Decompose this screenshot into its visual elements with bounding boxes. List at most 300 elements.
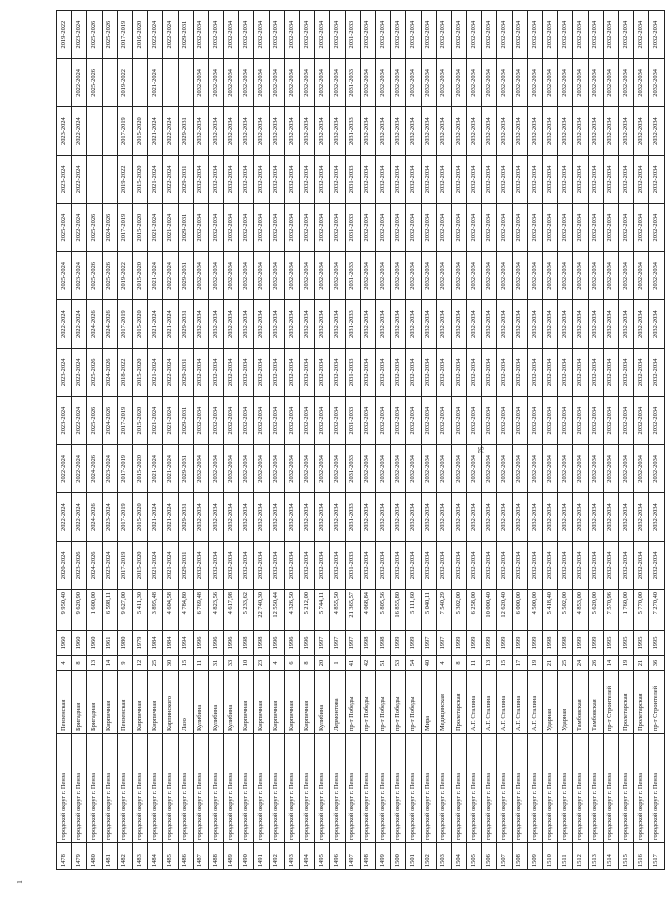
table-cell: 2032-2034	[649, 204, 664, 252]
table-cell: 1997	[330, 631, 345, 656]
table-cell: 4	[269, 656, 284, 671]
table-cell: пр-т Строителей	[649, 671, 664, 734]
table-cell: 2022-2024	[72, 107, 87, 155]
table-cell: 2032-2034	[512, 107, 527, 155]
table-cell: 2032-2034	[193, 107, 208, 155]
table-cell: 2032-2034	[603, 493, 618, 541]
table-cell: 2032-2034	[451, 541, 466, 589]
table-cell: 2032-2034	[254, 348, 269, 396]
table-cell: 2020-2024	[57, 541, 72, 589]
table-cell: 2032-2034	[497, 445, 512, 493]
table-cell: Кирпичная	[132, 671, 147, 734]
table-cell: 2032-2034	[193, 252, 208, 300]
table-cell: 1995	[603, 631, 618, 656]
table-cell: городской округ г. Пенза	[482, 734, 497, 843]
table-cell: 30	[163, 656, 178, 671]
table-cell: 2032-2034	[573, 11, 588, 59]
table-cell: 2025-2024	[57, 252, 72, 300]
table-cell: 2021-2024	[148, 204, 163, 252]
table-cell: 1481	[102, 843, 117, 870]
table-cell: 2032-2034	[391, 59, 406, 107]
table-cell: А.Г. Сталина	[497, 671, 512, 734]
table-cell: 1960	[87, 631, 102, 656]
table-cell: 2032-2034	[588, 155, 603, 203]
table-cell: 2032-2034	[603, 155, 618, 203]
bottom-mark: 1	[15, 880, 24, 884]
table-cell: городской округ г. Пенза	[178, 734, 193, 843]
table-cell: 4 604,58	[163, 590, 178, 631]
table-cell: 2032-2034	[315, 300, 330, 348]
table-cell: 4 068,84	[360, 590, 375, 631]
table-cell: 7 570,96	[603, 590, 618, 631]
table-cell: 2031-2033	[345, 397, 360, 445]
table-cell: 5 418,40	[543, 590, 558, 631]
table-cell: 1490	[239, 843, 254, 870]
table-cell: 14	[603, 656, 618, 671]
table-cell: 2032-2034	[375, 11, 390, 59]
table-cell: 2021-2024	[163, 541, 178, 589]
table-cell: городской округ г. Пенза	[300, 734, 315, 843]
table-cell: 2032-2034	[269, 252, 284, 300]
table-cell: 2032-2034	[558, 155, 573, 203]
table-cell: 2029-2031	[178, 155, 193, 203]
table-cell: 2032-2034	[391, 204, 406, 252]
table-cell: 1514	[603, 843, 618, 870]
table-cell: 6 000,00	[512, 590, 527, 631]
table-cell: 40	[421, 656, 436, 671]
table-cell: 2032-2034	[330, 493, 345, 541]
table-cell: 5 233,62	[239, 590, 254, 631]
table-cell: городской округ г. Пенза	[360, 734, 375, 843]
table-cell	[87, 155, 102, 203]
table-cell: 1997	[421, 631, 436, 656]
table-cell: 2032-2034	[618, 541, 633, 589]
table-cell: 2032-2034	[527, 541, 542, 589]
table-cell: 2025-2026	[87, 11, 102, 59]
table-cell: 2021-2024	[148, 493, 163, 541]
table-cell: 2032-2034	[406, 11, 421, 59]
table-cell: 2031-2033	[345, 155, 360, 203]
table-row	[132, 11, 147, 870]
table-cell: 2032-2034	[330, 541, 345, 589]
table-cell: Кирпичная	[254, 671, 269, 734]
table-cell: 2032-2034	[391, 541, 406, 589]
table-cell: 2032-2034	[421, 348, 436, 396]
table-cell: 1512	[573, 843, 588, 870]
table-cell: 2025-2026	[102, 11, 117, 59]
table-row	[224, 11, 239, 870]
table-cell: 2021-2024	[163, 204, 178, 252]
table-cell: 2032-2034	[269, 155, 284, 203]
table-cell: 2032-2034	[193, 204, 208, 252]
table-cell: 2032-2034	[497, 11, 512, 59]
table-cell: 1499	[375, 843, 390, 870]
table-cell: 2032-2034	[543, 252, 558, 300]
table-cell: 1995	[634, 631, 649, 656]
table-cell: городской округ г. Пенза	[436, 734, 451, 843]
table-cell: 1999	[588, 631, 603, 656]
table-cell: 2032-2034	[254, 541, 269, 589]
table-cell: 2032-2034	[467, 252, 482, 300]
table-cell: 2032-2034	[254, 300, 269, 348]
table-cell: 2029-2031	[178, 300, 193, 348]
table-cell: 2032-2034	[391, 493, 406, 541]
table-cell: 2032-2034	[391, 155, 406, 203]
table-cell: 1998	[375, 631, 390, 656]
table-cell: 5 212,00	[300, 590, 315, 631]
table-cell: 2032-2034	[375, 493, 390, 541]
table-cell: 4 617,98	[224, 590, 239, 631]
table-cell: 2032-2034	[497, 204, 512, 252]
table-cell: 2032-2034	[284, 493, 299, 541]
table-cell: 1492	[269, 843, 284, 870]
table-cell: 1999	[391, 631, 406, 656]
table-cell: городской округ г. Пенза	[193, 734, 208, 843]
table-cell: 1999	[512, 631, 527, 656]
table-cell: 2031-2033	[345, 204, 360, 252]
table-cell: 2032-2034	[284, 252, 299, 300]
table-cell: 2032-2034	[421, 493, 436, 541]
table-cell: 51	[375, 656, 390, 671]
table-cell: 2032-2034	[482, 59, 497, 107]
table-cell: 2019-2022	[117, 252, 132, 300]
table-cell: 2032-2034	[421, 11, 436, 59]
table-cell: 2024-2026	[87, 445, 102, 493]
table-cell: 8	[451, 656, 466, 671]
table-cell: 2032-2034	[634, 445, 649, 493]
table-cell: 2032-2034	[588, 445, 603, 493]
table-cell: 5 744,11	[315, 590, 330, 631]
table-cell: 1517	[649, 843, 664, 870]
table-cell: городской округ г. Пенза	[254, 734, 269, 843]
table-cell: 2032-2034	[391, 252, 406, 300]
table-cell: 2032-2034	[375, 155, 390, 203]
table-cell: 1999	[497, 631, 512, 656]
table-cell: 2032-2034	[527, 11, 542, 59]
table-cell: 2032-2034	[315, 11, 330, 59]
table-cell: 2032-2034	[406, 300, 421, 348]
table-cell: 2032-2034	[451, 493, 466, 541]
table-cell: городской округ г. Пенза	[649, 734, 664, 843]
table-cell: 2032-2034	[315, 445, 330, 493]
table-cell: 2032-2034	[315, 204, 330, 252]
table-cell: 2032-2034	[512, 445, 527, 493]
table-cell: 2032-2034	[603, 59, 618, 107]
table-cell: 2032-2034	[451, 204, 466, 252]
table-cell: 2032-2034	[224, 59, 239, 107]
table-cell: 2032-2034	[649, 348, 664, 396]
table-cell: 2015-2020	[132, 204, 147, 252]
table-cell: 1 760,00	[618, 590, 633, 631]
table-cell: 2032-2034	[391, 107, 406, 155]
table-cell: 2032-2034	[315, 107, 330, 155]
table-cell: 33	[224, 656, 239, 671]
table-cell: 2032-2034	[603, 107, 618, 155]
table-cell: 2022-2024	[148, 11, 163, 59]
table-cell: 2032-2034	[618, 493, 633, 541]
table-cell: 2032-2034	[421, 445, 436, 493]
table-cell: 2032-2034	[543, 59, 558, 107]
table-cell: 2015-2020	[132, 348, 147, 396]
table-cell: 2032-2034	[284, 11, 299, 59]
table-cell: 3 895,48	[148, 590, 163, 631]
table-cell: 1510	[543, 843, 558, 870]
table-cell: 2023-2024	[102, 493, 117, 541]
table-cell: 2032-2034	[208, 348, 223, 396]
table-cell: 1484	[148, 843, 163, 870]
table-cell: 1979	[132, 631, 147, 656]
table-cell: пр-т Победы	[406, 671, 421, 734]
table-cell: 2032-2034	[375, 59, 390, 107]
table-cell: 2032-2034	[300, 541, 315, 589]
table-cell: 2032-2034	[634, 59, 649, 107]
table-cell: 21 365,57	[345, 590, 360, 631]
table-cell: 12	[132, 656, 147, 671]
table-cell: городской округ г. Пенза	[467, 734, 482, 843]
table-cell: 1506	[482, 843, 497, 870]
table-cell: 2021-2024	[148, 348, 163, 396]
table-cell: городской округ г. Пенза	[421, 734, 436, 843]
table-cell: 2032-2034	[300, 155, 315, 203]
table-cell: 2032-2034	[330, 107, 345, 155]
table-row	[649, 11, 664, 870]
table-cell: 1984	[163, 631, 178, 656]
table-cell: 2032-2034	[497, 155, 512, 203]
table-cell: 2032-2034	[588, 348, 603, 396]
table-cell: городской округ г. Пенза	[543, 734, 558, 843]
table-cell: 2032-2034	[330, 11, 345, 59]
table-cell: 2032-2034	[254, 397, 269, 445]
table-cell: 2032-2034	[421, 107, 436, 155]
table-cell: 2032-2034	[360, 155, 375, 203]
table-cell: 2032-2034	[300, 107, 315, 155]
table-cell: 4 500,00	[527, 590, 542, 631]
table-cell: 2024-2026	[102, 348, 117, 396]
table-cell: 10 000,40	[482, 590, 497, 631]
table-cell: 5 111,60	[406, 590, 421, 631]
table-cell: 1513	[588, 843, 603, 870]
table-cell: 1516	[634, 843, 649, 870]
table-cell: 2032-2034	[588, 252, 603, 300]
table-cell: 2032-2034	[649, 107, 664, 155]
table-cell: 2031-2033	[345, 348, 360, 396]
table-cell: 1961	[102, 631, 117, 656]
table-cell: 1491	[254, 843, 269, 870]
table-cell: 2032-2034	[284, 445, 299, 493]
table-cell: городской округ г. Пенза	[451, 734, 466, 843]
table-cell: 1515	[618, 843, 633, 870]
table-cell: 2032-2034	[269, 204, 284, 252]
table-cell: 2032-2034	[634, 493, 649, 541]
table-cell: 2032-2034	[315, 252, 330, 300]
table-row	[208, 11, 223, 870]
table-cell: 2017-2019	[117, 107, 132, 155]
table-cell: 2032-2034	[330, 204, 345, 252]
table-cell: 2024-2026	[87, 493, 102, 541]
table-cell: 2032-2034	[436, 107, 451, 155]
table-cell: 2032-2034	[239, 348, 254, 396]
table-cell: 2032-2034	[603, 541, 618, 589]
table-cell: 2032-2034	[208, 300, 223, 348]
table-cell: 2032-2034	[558, 300, 573, 348]
table-cell: 1483	[132, 843, 147, 870]
table-cell: 2032-2034	[634, 204, 649, 252]
table-cell: 2032-2034	[649, 155, 664, 203]
table-cell: городской округ г. Пенза	[573, 734, 588, 843]
table-row	[163, 11, 178, 870]
table-cell: 2023-2024	[57, 348, 72, 396]
table-cell: 2032-2034	[330, 445, 345, 493]
table-cell: 2032-2034	[360, 252, 375, 300]
table-cell: городской округ г. Пенза	[132, 734, 147, 843]
table-cell: 2032-2034	[512, 59, 527, 107]
table-cell: 2032-2034	[512, 300, 527, 348]
table-cell: 2032-2034	[482, 11, 497, 59]
table-cell: 2032-2034	[300, 300, 315, 348]
table-cell: 2032-2034	[436, 493, 451, 541]
table-cell: 15	[497, 656, 512, 671]
table-cell: 2022-2024	[72, 348, 87, 396]
table-cell: 2032-2034	[406, 59, 421, 107]
table-cell: 5 620,00	[588, 590, 603, 631]
table-cell: 2032-2034	[482, 204, 497, 252]
table-cell: 20	[315, 656, 330, 671]
table-cell: 2032-2034	[527, 252, 542, 300]
table-cell: А.Г. Сталина	[512, 671, 527, 734]
table-cell: 2032-2034	[436, 59, 451, 107]
table-cell: 2032-2034	[603, 348, 618, 396]
table-row	[330, 11, 345, 870]
table-cell: 2032-2034	[208, 11, 223, 59]
table-cell: 2032-2034	[467, 59, 482, 107]
table-cell: 2032-2034	[467, 541, 482, 589]
table-cell: 2022-2024	[163, 11, 178, 59]
table-cell: городской округ г. Пенза	[375, 734, 390, 843]
table-row	[406, 11, 421, 870]
table-row	[421, 11, 436, 870]
table-cell: 2031-2033	[345, 11, 360, 59]
table-cell: 2032-2034	[391, 348, 406, 396]
table-cell: 2032-2034	[300, 348, 315, 396]
table-cell: 12 550,44	[269, 590, 284, 631]
table-cell: 9 950,40	[57, 590, 72, 631]
table-cell: 2032-2034	[618, 59, 633, 107]
table-cell: пр-т Победы	[391, 671, 406, 734]
table-cell: 2032-2034	[436, 252, 451, 300]
table-cell: 2032-2034	[573, 59, 588, 107]
table-cell: Кирпичная	[284, 671, 299, 734]
table-cell: 1999	[467, 631, 482, 656]
table-cell: 2023-2024	[57, 107, 72, 155]
table-cell: городской округ г. Пенза	[603, 734, 618, 843]
table-cell: 2032-2034	[527, 397, 542, 445]
table-cell: 2032-2034	[300, 397, 315, 445]
table-cell: 2032-2034	[224, 493, 239, 541]
table-cell: Бригадная	[72, 671, 87, 734]
table-cell	[132, 59, 147, 107]
table-cell: 1502	[421, 843, 436, 870]
table-cell: 1488	[208, 843, 223, 870]
table-cell: 4	[436, 656, 451, 671]
table-cell: 2022-2024	[72, 445, 87, 493]
table-row	[72, 11, 87, 870]
table-cell: 5 805,56	[375, 590, 390, 631]
table-cell: городской округ г. Пенза	[588, 734, 603, 843]
table-cell: 2018-2022	[117, 348, 132, 396]
table-row	[269, 11, 284, 870]
table-cell: 1980	[117, 631, 132, 656]
page-number: 75	[477, 446, 486, 454]
table-cell: 54	[406, 656, 421, 671]
table-cell: 2032-2034	[208, 541, 223, 589]
table-cell: 2032-2034	[634, 11, 649, 59]
table-cell: 2021-2024	[148, 541, 163, 589]
table-cell: 2032-2034	[451, 348, 466, 396]
table-cell: 2032-2034	[193, 59, 208, 107]
table-cell: 2032-2034	[421, 541, 436, 589]
table-cell: 1500	[391, 843, 406, 870]
table-cell: 2021-2024	[148, 397, 163, 445]
table-cell: 1998	[254, 631, 269, 656]
table-cell: 2032-2034	[224, 300, 239, 348]
table-cell: 2032-2034	[451, 59, 466, 107]
table-cell: 2023-2026	[72, 541, 87, 589]
table-cell: 2021-2024	[148, 107, 163, 155]
table-cell: 2032-2034	[269, 445, 284, 493]
table-cell: 2032-2034	[482, 541, 497, 589]
document-sheet	[56, 10, 660, 870]
table-cell: 2025-2026	[87, 397, 102, 445]
table-cell: 2029-2031	[178, 348, 193, 396]
table-cell: 2032-2034	[588, 59, 603, 107]
table-row	[451, 11, 466, 870]
table-cell: 2022-2024	[163, 107, 178, 155]
table-cell: 2032-2034	[649, 397, 664, 445]
table-cell: 2032-2034	[239, 493, 254, 541]
table-cell: 1493	[284, 843, 299, 870]
table-cell: 2032-2034	[208, 59, 223, 107]
table-cell: 2032-2034	[406, 397, 421, 445]
table-cell: 2032-2034	[451, 397, 466, 445]
table-cell: 2032-2034	[284, 155, 299, 203]
table-cell: городской округ г. Пенза	[163, 734, 178, 843]
table-cell: городской округ г. Пенза	[345, 734, 360, 843]
table-cell: 2032-2034	[421, 397, 436, 445]
table-row	[558, 11, 573, 870]
table-cell: 2032-2034	[467, 155, 482, 203]
table-cell: 2032-2034	[330, 155, 345, 203]
table-cell: 2022-2024	[57, 493, 72, 541]
table-cell: Кирпичная	[148, 671, 163, 734]
table-cell: 1997	[315, 631, 330, 656]
table-cell: 2032-2034	[300, 493, 315, 541]
table-row	[178, 11, 193, 870]
table-cell: 4 326,50	[284, 590, 299, 631]
table-cell: 2032-2034	[193, 155, 208, 203]
table-cell: 2022-2024	[72, 493, 87, 541]
table-cell: городской округ г. Пенза	[117, 734, 132, 843]
table-cell: 4	[57, 656, 72, 671]
table-cell: 2032-2034	[512, 541, 527, 589]
table-cell: Кулибина	[224, 671, 239, 734]
table-cell: 2032-2034	[467, 107, 482, 155]
table-cell: 2032-2034	[330, 348, 345, 396]
table-cell: 2015-2020	[132, 397, 147, 445]
table-row	[573, 11, 588, 870]
table-cell: 2032-2034	[618, 445, 633, 493]
table-cell: 17	[512, 656, 527, 671]
table-cell: Тамбовская	[573, 671, 588, 734]
